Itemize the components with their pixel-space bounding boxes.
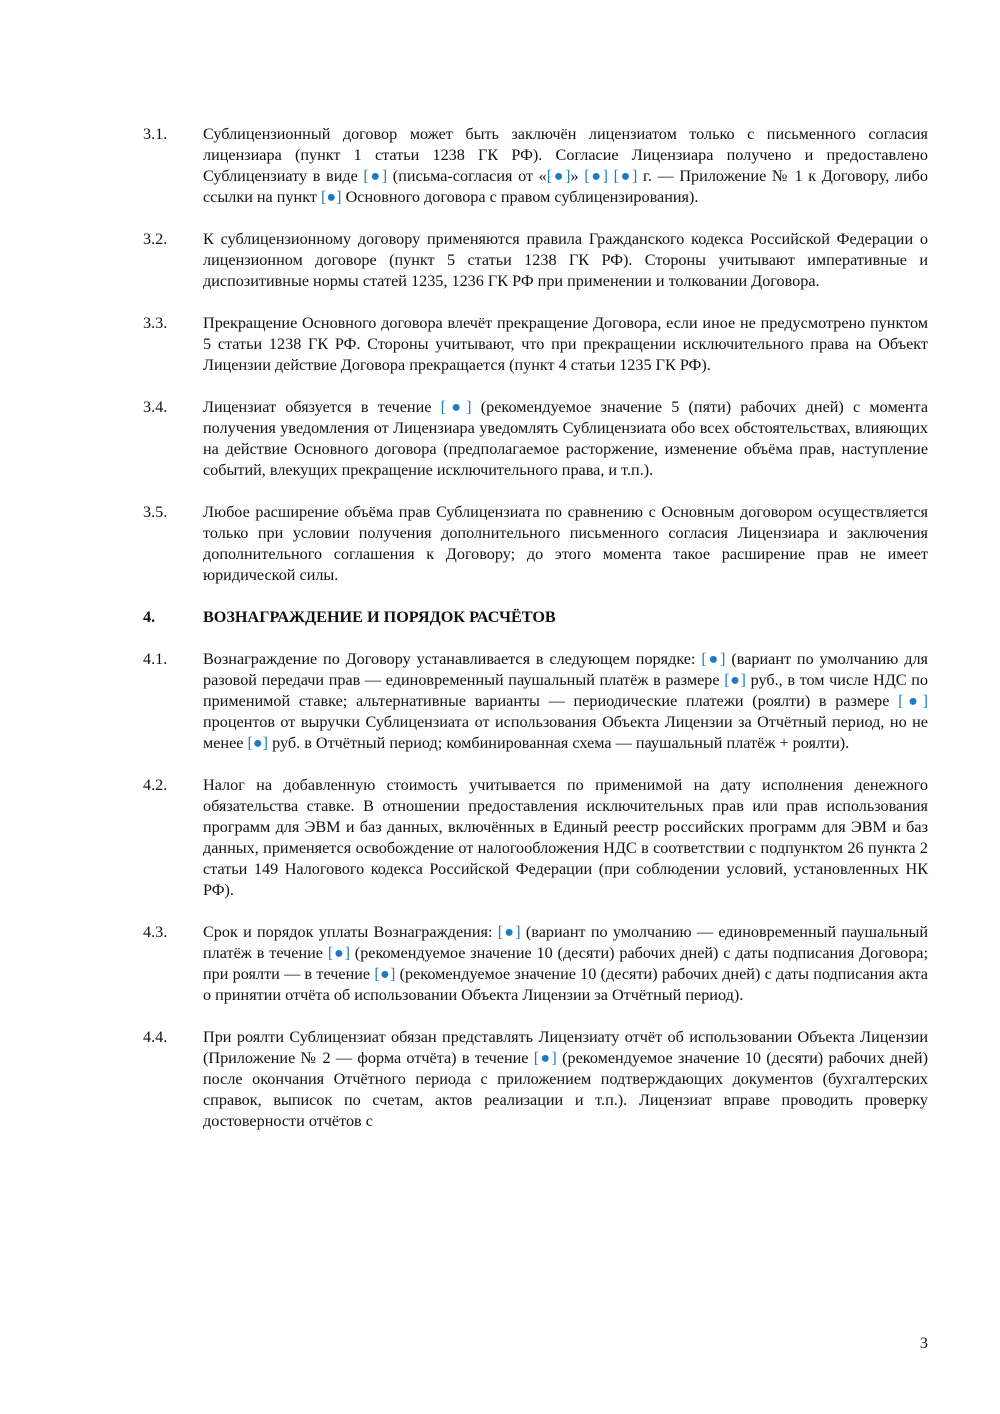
placeholder-marker: [●] (440, 398, 472, 416)
text-run: Основного договора с правом сублицензирования). (341, 188, 699, 206)
text-run: г. — Приложение № 1 к Договору, либо ссылки на пункт (203, 167, 928, 206)
text-run: (вариант по умолчанию для разовой передачи прав — единовременный паушальный платёж в размере (203, 650, 928, 689)
placeholder-marker: [●] (497, 923, 521, 941)
clause-text (203, 313, 928, 376)
clause-text (203, 1027, 928, 1132)
clause-text (203, 502, 928, 586)
placeholder-marker: [●] (701, 650, 726, 668)
text-run: Вознаграждение по Договору устанавливается в следующем порядке: (203, 650, 702, 668)
page-number: 3 (919, 1334, 928, 1352)
text-run: ВОЗНАГРАЖДЕНИЕ И ПОРЯДОК РАСЧЁТОВ (203, 608, 556, 626)
placeholder-marker: [●] (898, 692, 928, 710)
clause-number: 4.3. (143, 923, 168, 941)
clause-text (203, 229, 928, 292)
text-run: При роялти Сублицензиат обязан представлять Лицензиату отчёт об использовании Объекта Лицензии (Приложение № 2 — форма отчёта) в течение (203, 1028, 928, 1067)
clause (143, 649, 928, 754)
placeholder-marker: [●] (613, 167, 638, 185)
clause-number: 3.4. (143, 398, 168, 416)
clause (143, 313, 928, 376)
text-run: Налог на добавленную стоимость учитывается по применимой на дату исполнения денежного обязательства ставке. В отношении предоставления исключительных прав или прав использования программ для ЭВМ и баз данных, включённых в Единый реестр российских программ для ЭВМ и баз данных, применяется освобождение от налогообложения НДС в соответствии с подпунктом 26 пункта 2 статьи 149 Налогового кодекса Российской Федерации (при соблюдении условий, установленных НК РФ). (203, 776, 928, 899)
text-run: (рекомендуемое значение 10 (десяти) рабочих дней) с даты подписания Договора; при роялти — в течение (203, 944, 928, 983)
clause (143, 922, 928, 1006)
text-run: процентов от выручки Сублицензиата от использования Объекта Лицензии за Отчётный период, но не менее (203, 713, 928, 752)
text-run: Любое расширение объёма прав Сублицензиата по сравнению с Основным договором осуществляется только при условии получения дополнительного письменного согласия Лицензиара и заключения дополнительного соглашения к Договору; до этого момента такое расширение прав не имеет юридической силы. (203, 503, 928, 584)
text-run: (письма-согласия от « (387, 167, 547, 185)
clause-number: 3.1. (143, 125, 168, 143)
clause (143, 124, 928, 208)
clause (143, 229, 928, 292)
clause-text (203, 124, 928, 208)
clause-text (203, 397, 928, 481)
placeholder-marker: [●] (327, 944, 350, 962)
text-run: Лицензиат обязуется в течение (203, 398, 441, 416)
placeholder-marker: [●] (374, 965, 396, 983)
clause-number: 3.2. (143, 230, 168, 248)
clause-text (203, 775, 928, 901)
section-heading (143, 607, 928, 628)
placeholder-marker: [●] (584, 167, 609, 185)
placeholder-marker: [●] (247, 734, 269, 752)
section-number: 4. (143, 608, 156, 626)
clause (143, 1027, 928, 1132)
placeholder-marker: [●] (724, 671, 746, 689)
clause-text (203, 649, 928, 754)
text-run: Сублицензионный договор может быть заключён лицензиатом только с письменного согласия лицензиара (пункт 1 статьи 1238 ГК РФ). Согласие Лицензиара получено и предоставлено Сублицензиату в виде (203, 125, 928, 185)
clause (143, 502, 928, 586)
section-title (203, 607, 928, 628)
placeholder-marker: [●] (363, 167, 388, 185)
clause-text (203, 922, 928, 1006)
clause-number: 3.5. (143, 503, 168, 521)
placeholder-marker: [●] (320, 188, 342, 206)
text-run: руб. в Отчётный период; комбинированная схема — паушальный платёж + роялти). (268, 734, 850, 752)
text-run: Срок и порядок уплаты Вознаграждения: (203, 923, 498, 941)
text-run: (рекомендуемое значение 5 (пяти) рабочих дней) с момента получения уведомления от Лицензиара уведомлять Сублицензиата обо всех обстоятельствах, влияющих на действие Основного договора (предполагаемое расторжение, изменение объёма прав, наступление событий, влекущих прекращение исключительного права, и т.п.). (203, 398, 929, 479)
text-run: Прекращение Основного договора влечёт прекращение Договора, если иное не предусмотрено пунктом 5 статьи 1238 ГК РФ. Стороны учитывают, что при прекращении исключительного права на Объект Лицензии действие Договора прекращается (пункт 4 статьи 1235 ГК РФ). (203, 314, 928, 374)
clause-number: 3.3. (143, 314, 168, 332)
document-body (143, 124, 928, 1153)
text-run: (рекомендуемое значение 10 (десяти) рабочих дней) с даты подписания акта о принятии отчёта об использовании Объекта Лицензии за Отчётный период). (203, 965, 928, 1004)
text-run: руб., в том числе НДС по применимой ставке; альтернативные варианты — периодические платежи (роялти) в размере (203, 671, 928, 710)
clause-number: 4.1. (143, 650, 168, 668)
text-run: К сублицензионному договору применяются правила Гражданского кодекса Российской Федерации о лицензионном договоре (пункт 5 статьи 1238 ГК РФ). Стороны учитывают императивные и диспозитивные нормы статей 1235, 1236 ГК РФ при применении и толковании Договора. (203, 230, 928, 290)
placeholder-marker: [●] (533, 1049, 557, 1067)
clause (143, 397, 928, 481)
clause-number: 4.2. (143, 776, 168, 794)
text-run: (вариант по умолчанию — единовременный паушальный платёж в течение (203, 923, 928, 962)
text-run: (рекомендуемое значение 10 (десяти) рабочих дней) после окончания Отчётного периода с приложением подтверждающих документов (бухгалтерских справок, выписок по счетам, актов реализации и т.п.). Лицензиат вправе проводить проверку достоверности отчётов с (203, 1049, 928, 1130)
clause-number: 4.4. (143, 1028, 168, 1046)
placeholder-marker: [●] (546, 167, 571, 185)
text-run: » (570, 167, 585, 185)
clause (143, 775, 928, 901)
